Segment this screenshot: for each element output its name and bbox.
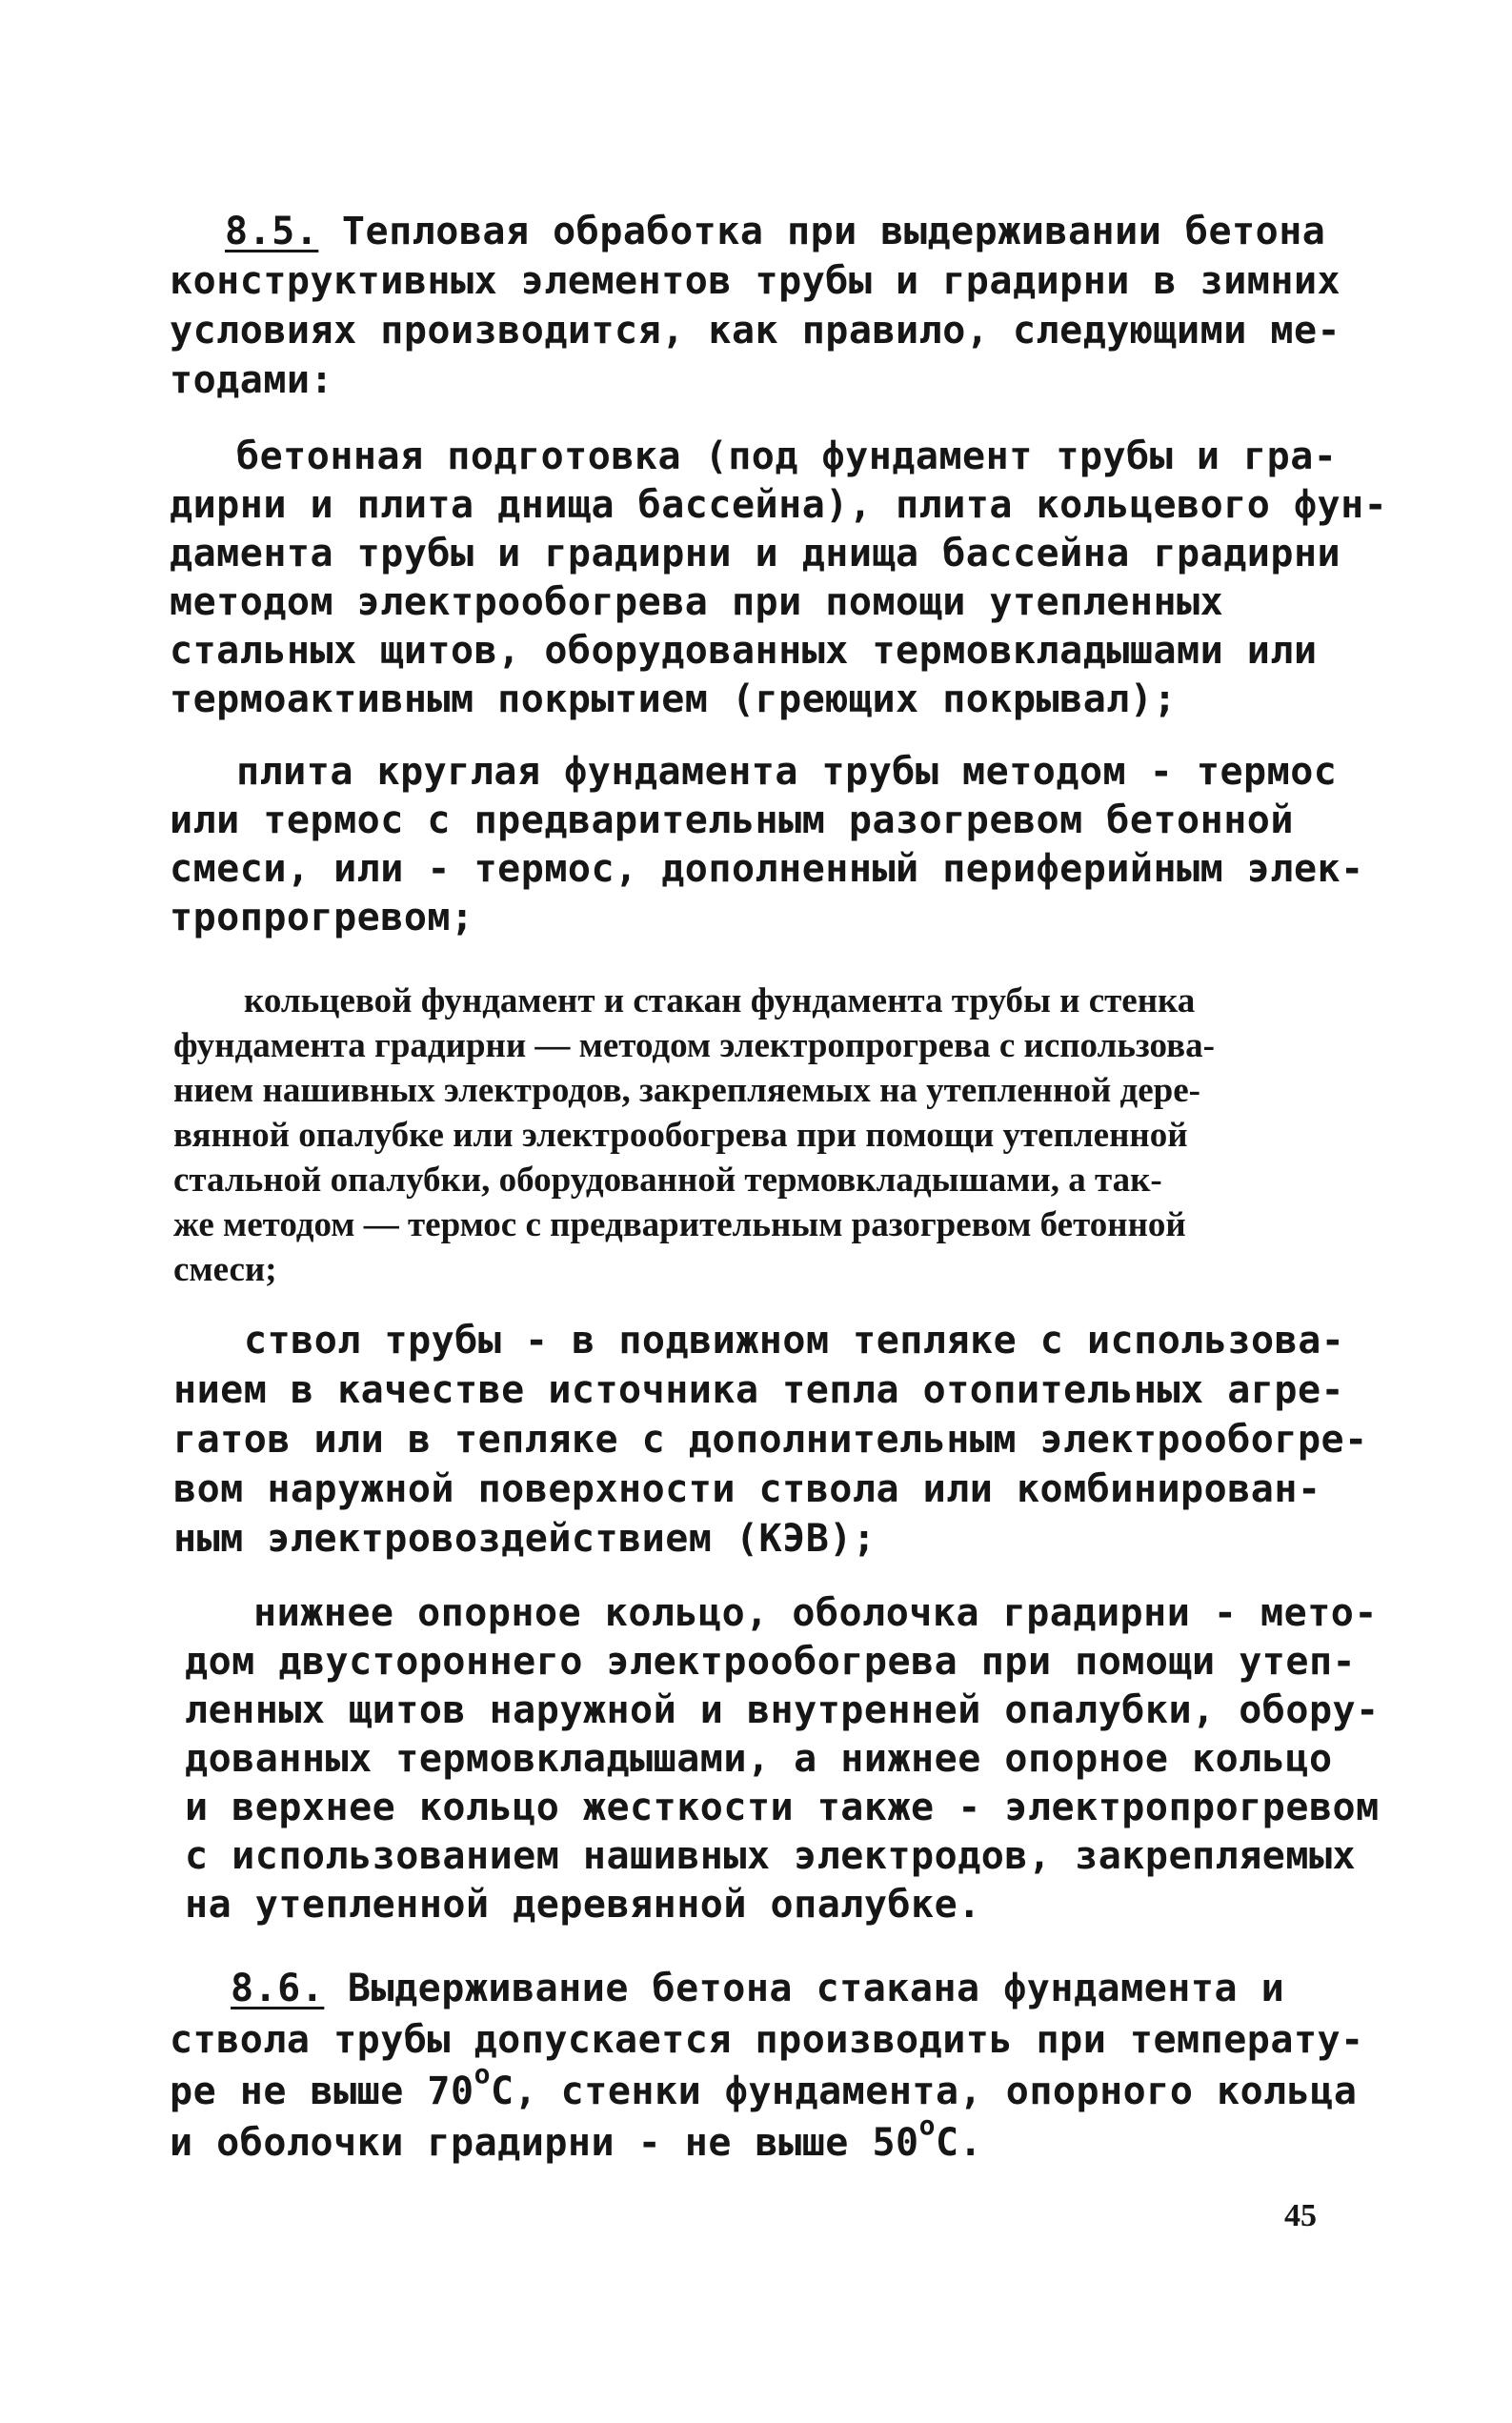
paragraph-concrete-prep-line-5: стальных щитов, оборудованных термовкладышами или [170,629,1318,673]
paragraph-ring-foundation-line-3: нием нашивных электродов, закрепляемых на утепленной дере- [173,1071,1200,1110]
paragraph-concrete-prep-line-2: дирни и плита днища бассейна), плита кольцевого фун- [170,483,1388,527]
paragraph-stack-shaft-line-4: вом наружной поверхности ствола или комбинирован- [173,1467,1321,1511]
paragraph-8-5-line-4: тодами: [170,358,334,402]
paragraph-lower-ring-line-3: ленных щитов наружной и внутренней опалубки, обору- [185,1688,1380,1732]
paragraph-ring-foundation-line-5: стальной опалубки, оборудованной термовкладышами, а так- [173,1161,1162,1200]
paragraph-lower-ring-line-7: на утепленной деревянной опалубке. [185,1883,981,1927]
paragraph-round-slab-line-1: плита круглая фундамента трубы методом - термос [236,750,1338,794]
page-number: 45 [1284,2198,1317,2233]
paragraph-lower-ring-line-5: и верхнее кольцо жесткости также - электропрогревом [185,1786,1380,1829]
paragraph-lower-ring-line-4: дованных термовкладышами, а нижнее опорное кольцо [185,1737,1333,1781]
paragraph-stack-shaft-line-5: ным электровоздействием (КЭВ); [173,1517,877,1561]
section-number-8-5: 8.5. [225,210,319,253]
section-number-8-6: 8.6. [231,1967,325,2010]
paragraph-8-6-line-1: 8.6. Выдерживание бетона стакана фундамента и [231,1967,1285,2010]
paragraph-lower-ring-line-2: дом двустороннего электрообогрева при помощи утеп- [185,1640,1357,1684]
paragraph-ring-foundation-line-4: вянной опалубке или электрообогрева при помощи утепленной [173,1116,1188,1155]
degree-mark: о [474,2058,491,2090]
paragraph-8-6-line-2: ствола трубы допускается производить при температу- [170,2018,1364,2062]
paragraph-8-5-line-1: 8.5. Тепловая обработка при выдерживании бетона [225,210,1326,253]
paragraph-lower-ring-line-1: нижнее опорное кольцо, оболочка градирни - мето- [253,1591,1378,1635]
paragraph-round-slab-line-4: тропрогревом; [170,896,474,939]
paragraph-concrete-prep-line-1: бетонная подготовка (под фундамент трубы и гра- [236,434,1338,478]
paragraph-concrete-prep-line-4: методом электрообогрева при помощи утепленных [170,580,1224,624]
paragraph-concrete-prep-line-3: дамента трубы и градирни и днища бассейна градирни [170,532,1341,575]
paragraph-8-6-line-3: ре не выше $70^оС$, стенки фундамента, опорного кольца [170,2058,1358,2113]
paragraph-lower-ring-line-6: с использованием нашивных электродов, закрепляемых [185,1834,1357,1878]
paragraph-round-slab-line-2: или термос с предварительным разогревом бетонной [170,798,1294,842]
paragraph-stack-shaft-line-2: нием в качестве источника тепла отопительных агре- [173,1368,1345,1412]
paragraph-ring-foundation-line-2: фундамента градирни — методом электропрогрева с использова- [173,1026,1215,1065]
paragraph-ring-foundation-line-7: смеси; [173,1250,277,1289]
paragraph-concrete-prep-line-6: термоактивным покрытием (греющих покрывал); [170,677,1178,721]
paragraph-8-6-line-4: и оболочки градирни - не выше $50^оС$. [170,2110,983,2165]
degree-mark: о [918,2110,936,2141]
paragraph-ring-foundation-line-6: же методом — термос с предварительным разогревом бетонной [173,1205,1186,1244]
paragraph-stack-shaft-line-3: гатов или в тепляке с дополнительным электрообогре- [173,1418,1368,1462]
paragraph-round-slab-line-3: смеси, или - термос, дополненный периферийным элек- [170,847,1364,891]
paragraph-ring-foundation-line-1: кольцевой фундамент и стакан фундамента трубы и стенка [244,981,1196,1020]
paragraph-stack-shaft-line-1: ствол трубы - в подвижном тепляке с использова- [244,1319,1345,1363]
paragraph-8-5-line-2: конструктивных элементов трубы и градирни в зимних [170,259,1341,303]
paragraph-8-5-line-3: условиях производится, как правило, следующими ме- [170,309,1341,353]
